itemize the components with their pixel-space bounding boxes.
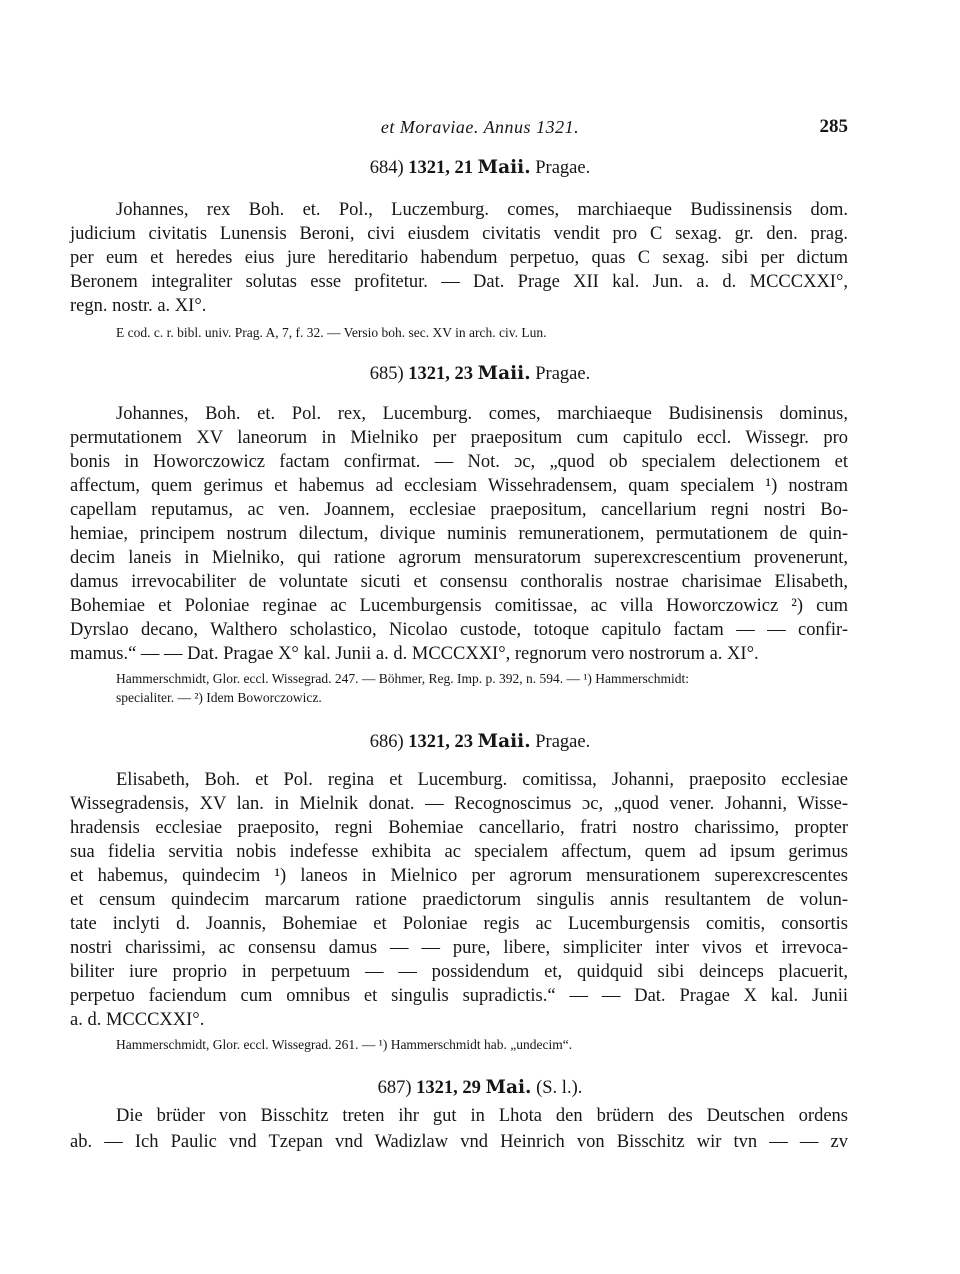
text-line: regn. nostr. a. XI°. [70,296,207,316]
entry-place: Pragae. [535,732,591,752]
entry-heading-686 [0,731,960,753]
text-line: Bohemiae et Poloniae reginae ac Lucemburgensis comitissae, ac villa Howorczowicz ²) cum [70,596,848,616]
entry-heading-684 [0,157,960,179]
text-line: hradensis ecclesiae praeposito, regni Bohemiae cancellario, fratri nostro charissimo, propter [70,818,848,838]
entry-date: 1321, 23 [408,732,474,752]
entry-number: 684) [369,158,404,178]
footnote-line: E cod. c. r. bibl. univ. Prag. A, 7, f. 32. — Versio boh. sec. XV in arch. civ. Lun. [116,325,547,340]
entry-place: (S. l.). [536,1078,583,1098]
text-line: Die brüder von Bisschitz treten ihr gut in Lhota den brüdern des Deutschen ordens [116,1106,848,1126]
entry-heading-687 [0,1077,960,1099]
entry-number: 686) [369,732,404,752]
footnote-line: Hammerschmidt, Glor. eccl. Wissegrad. 261. — ¹) Hammerschmidt hab. „undecim“. [116,1037,573,1052]
text-line: Wissegradensis, XV lan. in Mielnik donat. — Recognoscimus ɔc, „quod vener. Johanni, Wisse- [70,794,848,814]
text-line: Beronem integraliter solutas esse profitetur. — Dat. Prage XII kal. Jun. a. d. MCCCXXI°, [70,272,848,292]
text-line: a. d. MCCCXXI°. [70,1010,205,1030]
text-line: nostri charissimi, ac consensu damus — — pure, libere, simpliciter inter vivos et irrevoca- [70,938,848,958]
text-line: sua fidelia servitia nobis indefesse exhibita ac specialem affectum, quem ad ipsum gerimus [70,842,848,862]
entry-month: Mai. [485,1077,532,1098]
text-line: per eum et heredes eius jure hereditario habendum perpetuo, quas C sexag. sibi per dictum [70,248,848,268]
text-line: affectum, quem gerimus et habemus ad ecclesiam Wissehradensem, quam specialem ¹) nostram [70,476,848,496]
text-line: biliter iure proprio in perpetuum — — possidendum et, quidquid sibi deinceps placuerit, [70,962,848,982]
text-line: Elisabeth, Boh. et Pol. regina et Lucemburg. comitissa, Johanni, praeposito ecclesiae [116,770,848,790]
text-line: mamus.“ — — Dat. Pragae X° kal. Junii a. d. MCCCXXI°, regnorum vero nostrorum a. XI°. [70,644,759,664]
entry-place: Pragae. [535,364,591,384]
text-line: bonis in Howorczowicz factam confirmat. — Not. ɔc, „quod ob specialem delectionem et [70,452,848,472]
text-line: hemiae, principem nostrum dilectum, divique numinis remunerationem, permutationem de quin- [70,524,848,544]
entry-date: 1321, 21 [408,158,474,178]
running-title: et Moraviae. Annus 1321. [380,117,580,137]
text-line: ab. — Ich Paulic vnd Tzepan vnd Wadizlaw vnd Heinrich von Bisschitz wir tvn — — zv [70,1132,848,1152]
text-line: Johannes, Boh. et. Pol. rex, Lucemburg. comes, marchiaeque Budisinensis dominus, [116,404,848,424]
footnote-line: Hammerschmidt, Glor. eccl. Wissegrad. 247. — Böhmer, Reg. Imp. p. 392, n. 594. — ¹) Hammerschmidt: [116,671,689,686]
text-line: et censum quindecim marcarum ratione praedictorum singulis annis resultantem de volun- [70,890,848,910]
entry-number: 685) [369,364,404,384]
entry-date: 1321, 29 [416,1078,481,1098]
footnote-line: specialiter. — ²) Idem Boworczowicz. [116,690,322,705]
entry-date: 1321, 23 [408,364,474,384]
entry-number: 687) [377,1078,412,1098]
text-line: et habemus, quindecim ¹) laneos in Mielnico per agrorum mensurationem superexcrescentes [70,866,848,886]
text-line: capellam reputamus, ac ven. Joannem, ecclesiae praepositum, cancellarium regni nostri Bo- [70,500,848,520]
entry-month: Maii. [477,157,531,178]
text-line: judicium civitatis Lunensis Beroni, civi eiusdem civitatis vendit pro C sexag. gr. den. prag. [70,224,848,244]
text-line: decim laneis in Mielniko, qui ratione agrorum mensuratorum superexcrescentium provenerunt, [70,548,848,568]
text-line: tate inclyti d. Joannis, Bohemiae et Poloniae regis ac Lucemburgensis comitis, consortis [70,914,848,934]
entry-heading-685 [0,363,960,385]
text-line: perpetuo faciendum cum omnibus et singulis supradictis.“ — — Dat. Pragae X kal. Junii [70,986,848,1006]
text-line: permutationem XV laneorum in Mielniko per praepositum cum capitulo eccl. Wissegr. pro [70,428,848,448]
entry-month: Maii. [477,731,531,752]
text-line: Dyrslao decano, Walthero scholastico, Nicolao custode, totoque capitulo factam — — confir- [70,620,848,640]
entry-month: Maii. [477,363,531,384]
page-number: 285 [819,116,848,137]
text-line: damus irrevocabiliter de voluntate sicuti et consensu conthoralis nostrae charisimae Elisabeth, [70,572,848,592]
text-line: Johannes, rex Boh. et. Pol., Luczemburg. comes, marchiaeque Budissinensis dom. [116,200,848,220]
entry-place: Pragae. [535,158,591,178]
